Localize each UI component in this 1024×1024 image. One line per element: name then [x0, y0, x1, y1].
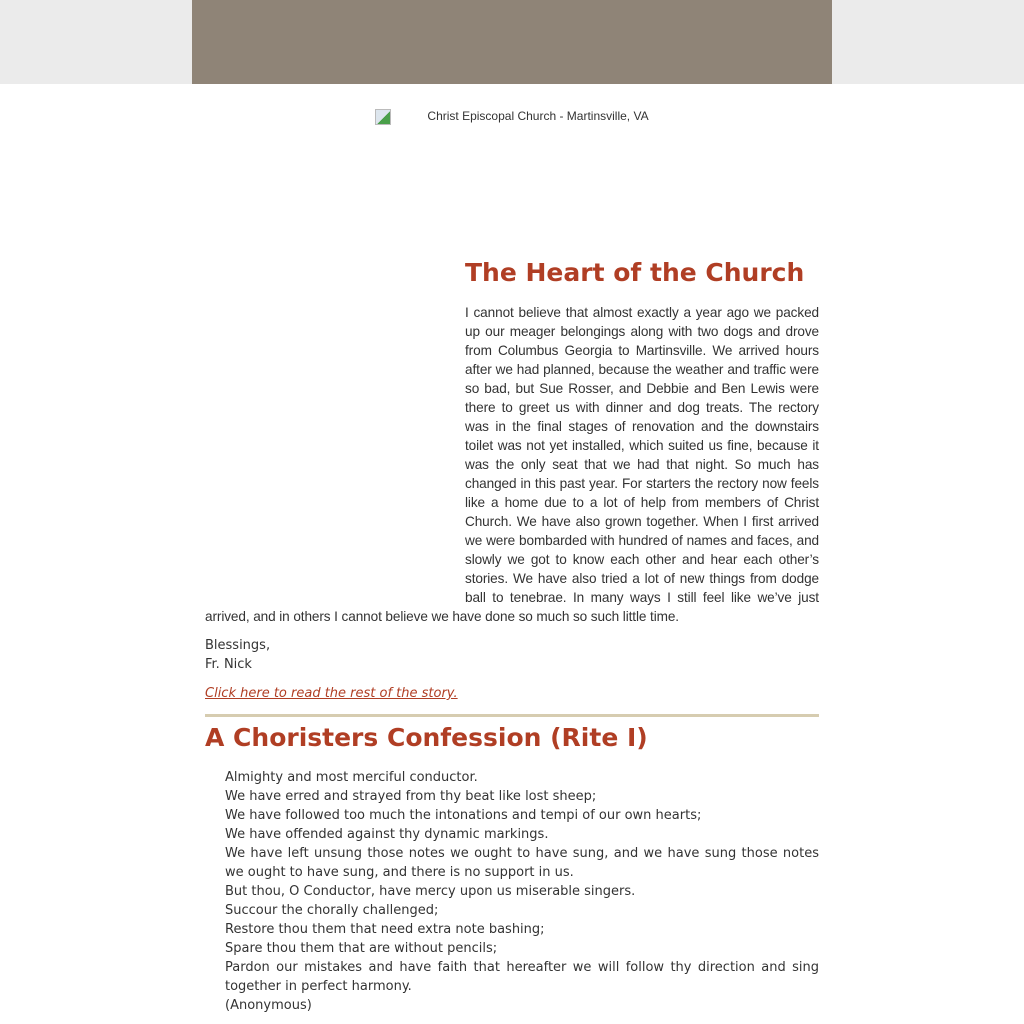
confession-line: Pardon our mistakes and have faith that hereafter we will follow thy direction and sing together in perfect harmony. [225, 960, 819, 994]
confession-line: We have followed too much the intonations and tempi of our own hearts; [225, 808, 702, 823]
article-body: I cannot believe that almost exactly a year ago we packed up our meager belongings along with two dogs and drove from Columbus Georgia to Martinsville. We arrived hours after we had planned, because the weather and traffic were so bad, but Sue Rosser, and Debbie and Ben Lewis were there to greet us with dinner and dog treats. The rectory was in the final stages of renovation and the downstairs toilet was not yet installed, which suited us fine, because it was the only seat that we had that night. So much has changed in this past year. For starters the rectory now feels like a home due to a lot of help from members of Christ Church. We have also grown together. When I first arrived we were bombarded with hundred of names and faces, and slowly we got to know each other and hear each other’s stories. We have also tried a lot of new things from dodge ball to tenebrae. In many ways I still feel like we’ve just arrived, and in others I cannot believe we have done so much so such little time. [205, 305, 819, 624]
confession-line: We have erred and strayed from thy beat like lost sheep; [225, 789, 597, 804]
confession-line: We have left unsung those notes we ought to have sung, and we have sung those notes we ought to have sung, and there is no support in us. [225, 846, 819, 880]
confession-title: A Choristers Confession (Rite I) [205, 723, 648, 752]
main-content [205, 249, 819, 1015]
divider [205, 714, 819, 717]
closing: Blessings, [205, 638, 271, 653]
confession-text [225, 768, 819, 1015]
church-logo[interactable] [0, 109, 1024, 249]
article-title: The Heart of the Church [465, 258, 805, 287]
confession-line: But thou, O Conductor, have mercy upon us miserable singers. [225, 884, 636, 899]
confession-line: Restore thou them that need extra note bashing; [225, 922, 545, 937]
confession-line: We have offended against thy dynamic markings. [225, 827, 549, 842]
logo-alt-text: Christ Episcopal Church - Martinsville, VA [427, 109, 649, 124]
confession-line: Spare thou them that are without pencils; [225, 941, 498, 956]
confession-line: Succour the chorally challenged; [225, 903, 439, 918]
image-placeholder [205, 249, 465, 594]
header-band [192, 0, 832, 84]
top-banner [0, 0, 1024, 84]
confession-line: Almighty and most merciful conductor. [225, 770, 478, 785]
broken-image-icon [375, 109, 391, 125]
read-more-link[interactable]: Click here to read the rest of the story. [205, 686, 458, 701]
signature: Fr. Nick [205, 657, 252, 672]
signature-block [205, 636, 819, 674]
attribution: (Anonymous) [225, 998, 312, 1013]
